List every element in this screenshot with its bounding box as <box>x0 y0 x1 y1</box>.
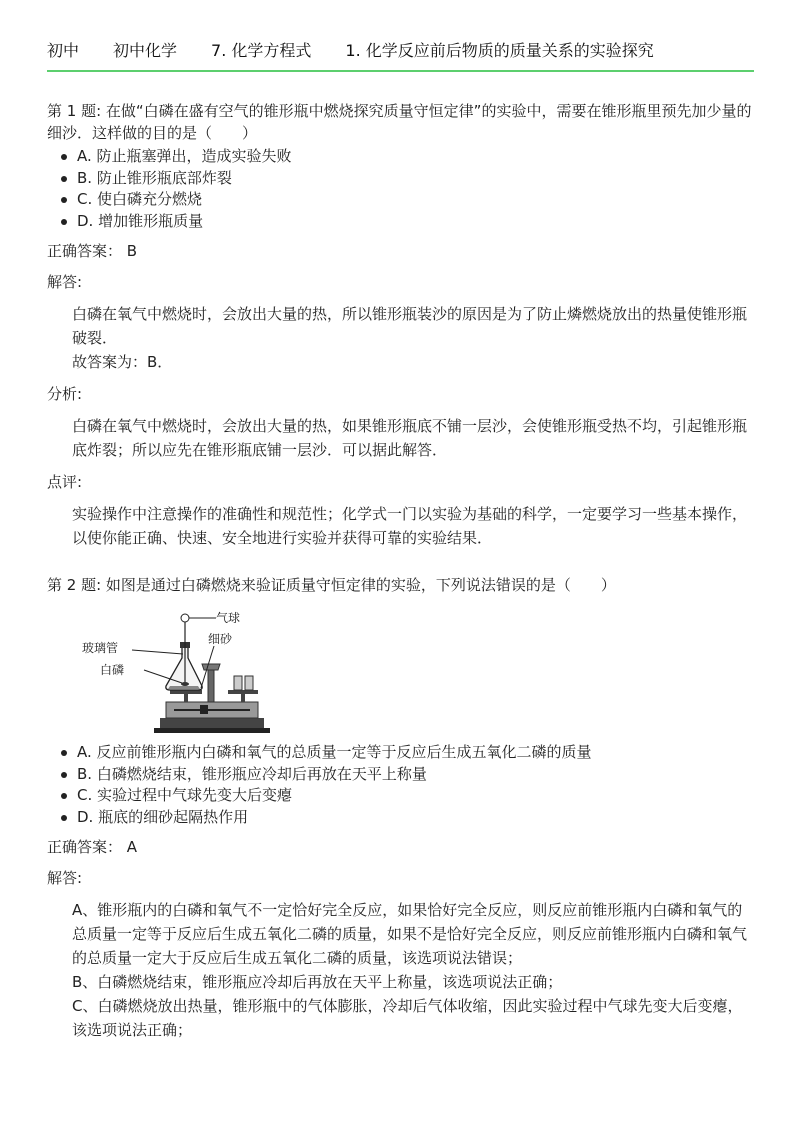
experiment-figure <box>82 606 272 736</box>
option-list <box>47 742 757 828</box>
explanation-line: 白磷在氧气中燃烧时，会放出大量的热，所以锥形瓶装沙的原因是为了防止燐燃烧放出的热量使锥形瓶破裂． <box>72 305 748 347</box>
comment-label: 点评: <box>47 473 83 491</box>
option-c: C. 实验过程中气球先变大后变瘪 <box>77 785 757 807</box>
balance-top <box>202 664 220 670</box>
analysis-label: 分析: <box>47 385 83 403</box>
breadcrumb-chapter[interactable]: 7. 化学方程式 <box>211 41 312 60</box>
weight <box>245 676 253 690</box>
correct-answer: 正确答案： B <box>47 242 138 260</box>
option-d: D. 增加锥形瓶质量 <box>77 211 757 233</box>
option-c: C. 使白磷充分燃烧 <box>77 189 757 211</box>
analysis-line: 白磷在氧气中燃烧时，会放出大量的热，如果锥形瓶底不铺一层沙，会使锥形瓶受热不均，引起锥形瓶底炸裂；所以应先在锥形瓶底铺一层沙．可以据此解答． <box>72 417 748 459</box>
option-a: A. 防止瓶塞弹出，造成实验失败 <box>77 146 757 168</box>
breadcrumb-level[interactable]: 初中 <box>47 41 80 60</box>
white-phosphorus <box>181 682 189 686</box>
balloon <box>181 614 189 622</box>
option-b: B. 防止锥形瓶底部炸裂 <box>77 168 757 190</box>
explanation-line: A、锥形瓶内的白磷和氧气不一定恰好完全反应，如果恰好完全反应，则反应前锥形瓶内白磷和氧气的总质量一定等于反应后生成五氧化二磷的质量，如果不是恰好完全反应，则反应前锥形瓶内白磷和氧气的总质量一定大于反应后生成五氧化二磷的质量，该选项说法错误； <box>72 901 748 967</box>
label-balloon: 气球 <box>216 611 241 625</box>
weight <box>234 676 242 690</box>
option-a: A. 反应前锥形瓶内白磷和氧气的总质量一定等于反应后生成五氧化二磷的质量 <box>77 742 757 764</box>
balance-rider <box>200 705 208 714</box>
question-title: 第 2 题: 如图是通过白磷燃烧来验证质量守恒定律的实验，下列说法错误的是（ ） <box>47 576 616 594</box>
sand-layer <box>168 686 200 689</box>
breadcrumb-topic[interactable]: 1. 化学反应前后物质的质量关系的实验探究 <box>345 41 654 60</box>
explanation-label: 解答: <box>47 869 83 887</box>
option-list <box>47 146 757 232</box>
breadcrumb <box>47 38 754 61</box>
right-pan <box>228 690 258 694</box>
question-2 <box>47 574 757 1042</box>
explanation-text <box>47 302 757 374</box>
comment-text <box>47 502 757 550</box>
balance-foot <box>154 728 270 733</box>
comment-line: 实验操作中注意操作的准确性和规范性；化学式一门以实验为基础的科学，一定要学习一些基本操作，以使你能正确、快速、安全地进行实验并获得可靠的实验结果． <box>72 505 748 547</box>
option-d: D. 瓶底的细砂起隔热作用 <box>77 807 757 829</box>
analysis-text <box>47 414 757 462</box>
explanation-line: C、白磷燃烧放出热量，锥形瓶中的气体膨胀，冷却后气体收缩，因此实验过程中气球先变大后变瘪，该选项说法正确； <box>72 997 743 1039</box>
question-title: 第 1 题: 在做“白磷在盛有空气的锥形瓶中燃烧探究质量守恒定律”的实验中，需要在锥形瓶里预先加少量的细沙．这样做的目的是（ ） <box>47 102 752 142</box>
balance-pillar <box>208 666 214 702</box>
question-list <box>47 100 757 1042</box>
explanation-text <box>47 898 757 1042</box>
breadcrumb-subject[interactable]: 初中化学 <box>113 41 178 60</box>
explanation-line: B、白磷燃烧结束，锥形瓶应冷却后再放在天平上称量，该选项说法正确； <box>72 973 563 991</box>
label-sand: 细砂 <box>208 632 233 646</box>
option-b: B. 白磷燃烧结束，锥形瓶应冷却后再放在天平上称量 <box>77 764 757 786</box>
label-tube: 玻璃管 <box>82 641 119 655</box>
header-divider <box>47 70 754 72</box>
explanation-label: 解答: <box>47 273 83 291</box>
balance-flask-diagram <box>82 606 272 736</box>
question-1 <box>47 100 757 550</box>
correct-answer: 正确答案： A <box>47 838 138 856</box>
explanation-line: 故答案为：B． <box>72 353 173 371</box>
label-phosphorus: 白磷 <box>100 663 125 677</box>
